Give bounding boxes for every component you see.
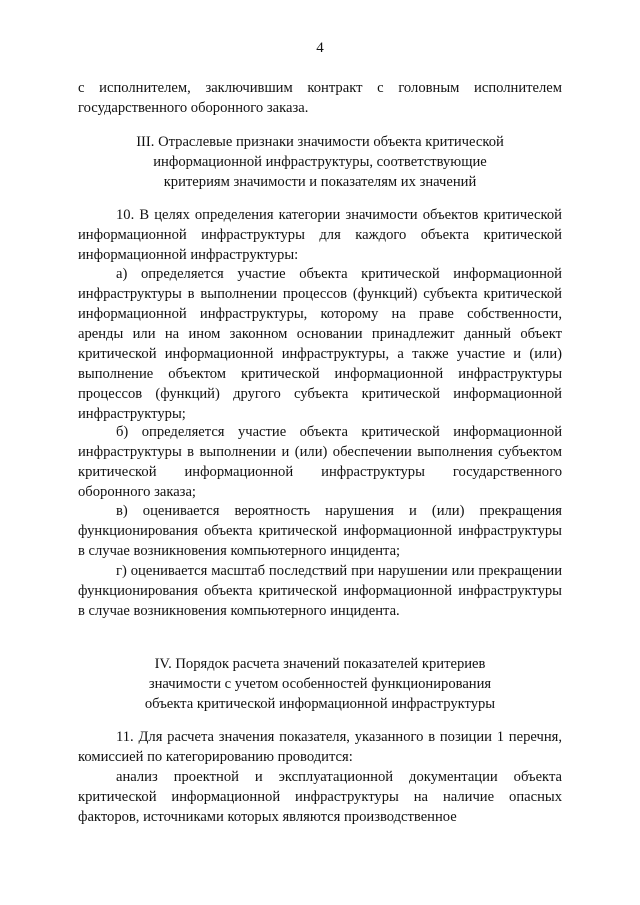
intro-continuation-paragraph: с исполнителем, заключившим контракт с головным исполнителем государственного оборонного заказа. [78,80,562,116]
section-4-heading [78,654,562,714]
paragraph-10: 10. В целях определения категории значимости объектов критической информационной инфраструктуры для каждого объекта критической информационной инфраструктуры: [78,207,562,263]
section-3-heading-line-1: III. Отраслевые признаки значимости объекта критической [136,134,504,150]
paragraph-11: 11. Для расчета значения показателя, указанного в позиции 1 перечня, комиссией по категорированию проводится: [78,729,562,765]
section-3-heading-line-2: информационной инфраструктуры, соответствующие [153,154,487,170]
section-4-heading-line-2: значимости с учетом особенностей функционирования [148,676,492,692]
paragraph-10-g: г) оценивается масштаб последствий при нарушении или прекращении функционирования объекта критической информационной инфраструктуры в случае возникновения компьютерного инцидента. [78,563,562,619]
paragraph-11-analysis: анализ проектной и эксплуатационной документации объекта критической информационной инфраструктуры на наличие опасных факторов, источниками которых являются производственное [78,769,562,825]
section-3-heading [78,132,562,192]
page-number: 4 [316,40,324,56]
section-3-heading-line-3: критериям значимости и показателям их значений [163,174,477,190]
section-4-heading-line-3: объекта критической информационной инфраструктуры [144,696,496,712]
paragraph-10-b: б) определяется участие объекта критической информационной инфраструктуры в выполнении и (или) обеспечении выполнения субъектом критической информационной инфраструктуры государственного оборонного заказа; [78,424,562,500]
section-4-heading-line-1: IV. Порядок расчета значений показателей критериев [154,656,486,672]
paragraph-10-v: в) оценивается вероятность нарушения и (или) прекращения функционирования объекта критической информационной инфраструктуры в случае возникновения компьютерного инцидента; [78,503,562,559]
paragraph-10-a: а) определяется участие объекта критической информационной инфраструктуры в выполнении процессов (функций) субъекта критической информационной инфраструктуры, которому на праве собственности, аренды или на ином законном основании принадлежит данный объект критической информационной инфраструктуры, а также участие и (или) выполнение объектом критической информационной инфраструктуры процессов (функций) другого субъекта критической информационной инфраструктуры; [78,266,562,422]
